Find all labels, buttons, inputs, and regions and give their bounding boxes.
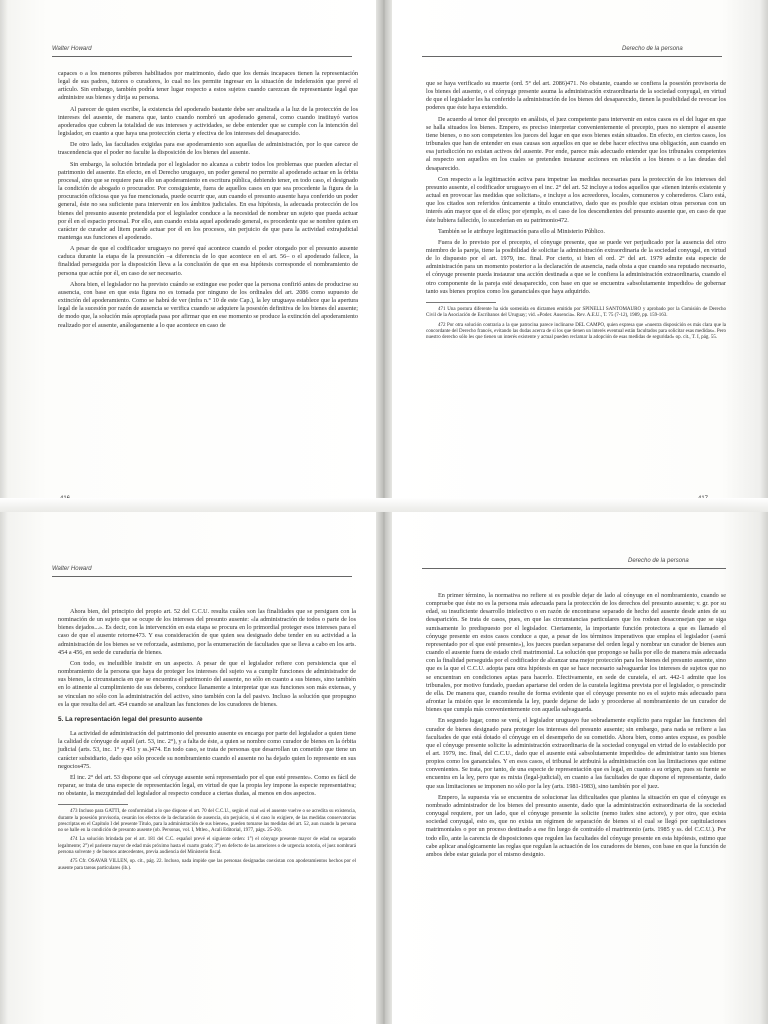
paragraph: En primer término, la normativa no refiere si es posible dejar de lado al cónyuge en el nombramiento, cuando se compruebe que éste no es la persona más adecuada para la protección de los derechos del presunto ausente; v. gr. por su edad, su insuficiente desarrollo intelectivo o en razón de encontrarse separado de hecho del ausente desde antes de su desaparición. Se trata de casos, pues, en que las circunstancias particulares que los rodean desaconsejan que se siga sumisamente lo predispuesto por el legislador. Ciertamente, la importante función protectora a que es llamado el cónyuge presente en estos casos conduce a que, a pesar de los términos imperativos que emplea el legislador («será representado por el que esté presente»), los jueces puedan separarse del orden legal y nombrar un curador de bienes aun cuando el ausente fuera de estado civil matrimonial. La solución que propongo se halla por ello de manera más adecuada con la finalidad perseguida por el codificador de alcanzar una mejor protección para los bienes del presunto ausente, sino que es la que el C.C.U. adopta para otra hipótesis en que se hace necesario salvaguardar los intereses de sujetos que no se encuentran en condiciones aptas para hacerlo. Efectivamente, en sede de curatela, el art. 442-1 admite que los tribunales, por motivo fundado, puedan apartarse del orden de la curatela legítima prevista por el legislador, o prescindir de ella. De manera que, cuando resulte de forma evidente que el cónyuge presente no es el sujeto más adecuado para afrontar la misión que le encomienda la ley, puede dejarse de lado y procederse al nombramiento de un curador de bienes que cumpla más convenientemente con aquella salvaguarda. [426,592,726,714]
paragraph: Sin embargo, la solución brindada por el legislador no alcanza a cubrir todos los problemas que pueden afectar el patrimonio del ausente. En efecto, en el Derecho uruguayo, un poder general no permite al apoderado actuar en la órbita procesal, sino que se requiere para ello un apoderamiento en escritura pública, debiendo tener, en todo caso, el designado la condición de abogado o procurador. Por consiguiente, fuera de aquellos casos en que sea procedente la figura de la procuración oficiosa que ya fue mencionada, puede ocurrir que, aun cuando el presunto ausente haya conferido un poder general, éste no sea suficiente para intervenir en los ámbitos judiciales. En esa hipótesis, la adecuada protección de los bienes del presunto ausente pretendida por el legislador conduce a la necesidad de nombrar un sujeto que pueda actuar por él en el espacio procesal. Por ello, aun cuando exista aquel apoderado general, es procedente que se nombre quien en carácter de curador ad litem puede actuar por él en los procesos, sin perjuicio de que para la actividad extrajudicial mantenga sus funciones el apoderado. [58,160,358,241]
paragraph: De otro lado, las facultades exigidas para ese apoderamiento son aquellas de administración, por lo que carece de trascendencia que el poder no faculte la disposición de los bienes del ausente. [58,141,358,157]
header-rule [422,568,726,569]
paragraph: Con todo, es ineludible insistir en un aspecto. A pesar de que el legislador refiere con persistencia que el nombramiento de la persona que haya de proteger los intereses del sujeto va a cumplir funciones de administrador de sus bienes, la circunstancia en que se encuentra el patrimonio del ausente, no sólo en cuanto a sus bienes, sino también en lo atinente al cumplimiento de sus deberes, conduce llanamente a interpretar que sus funciones son más extensas, y se vinculan no sólo con la administración del activo, sino también con la del pasivo. Incluso la solución que propugno es la que resulta del art. 454 cuando se analizan las funciones de los curadores de bienes. [58,659,356,708]
footnote-rule [58,804,128,805]
paragraph: Con respecto a la legitimación activa para impetrar las medidas necesarias para la protección de los intereses del presunto ausente, el codificador uruguayo en el inc. 2° del art. 52 incluye a todos aquellos que «tienen interés existente y actual en provocar las medidas que solicitan», e incluye a los acreedores, locales, comuneros y coherederos. Claro está, que los citados son referidos únicamente a título enunciativo, dado que es posible que existan otras personas con un interés aún mayor que el de ellos; por ejemplo, es el caso de los descendientes del presunto ausente que, en caso de que éste hubiera fallecido, lo sucederían en su patrimonio472. [426,175,726,224]
paragraph: La actividad de administración del patrimonio del presunto ausente es encarga por parte del legislador a quien tiene la calidad de cónyuge de aquél (art. 53, inc. 2°), y a falta de éste, a quien se nombre como curador de bienes en la órbita judicial (arts. 53, inc. 1° y 451 y ss.)474. En todo caso, se trata de personas que desarrollan un cometido que tiene un carácter subsidiario, dado que sólo procede su nombramiento cuando el ausente no ha dejado quien lo represente en sus negocios475. [58,730,356,770]
paragraph: que se haya verificado su muerte (ord. 5° del art. 2086)471. No obstante, cuando se confiera la posesión provisoria de los bienes del ausente, o el cónyuge presente asuma la administración extraordinaria de la sociedad conyugal, en virtud de que el legislador les ha conferido la administración de los bienes del desaparecido, tienen la posibilidad de revocar los poderes que éste haya extendido. [426,80,726,112]
paragraph: Ahora bien, el legislador no ha previsto cuándo se extingue ese poder que la persona confirió antes de producirse su ausencia, con base en que esta figura no es tomada por ninguno de los ordinales del art. 2086 como supuesto de extinción del apoderamiento. Como se habrá de ver (infra n.° 10 de este Cap.), la ley uruguaya establece que la apertura legal de la sucesión por razón de ausencia se verifica cuando se adquiere la posesión definitiva de los bienes del ausente; de modo que, la solución más apropiada pasa por afirmar que en ese momento se produce la extinción del apoderamiento realizado por el ausente, análogamente a lo que acontece en caso de [58,280,358,329]
footnote: 472 Por otra solución contraria a la que patrocina parece inclinarse DEL CAMPO, quien expresa que «nuestra disposición es más clara que la concordante del Derecho francés, evitando las dudas acerca de si los que tienen un interés eventual están facultados para solicitar esas medidas». Pero nuestro derecho sólo les que tienen un interés existente y actual pueden reclamar la adopción de esas medidas de seguridad» op. cit., T. I, pág. 55. [426,322,726,341]
header-rule [422,56,722,57]
footnote-rule [426,302,496,303]
page-right-417 [392,0,768,512]
book-gutter [376,512,392,1024]
page-body [426,592,726,862]
paragraph: Al parecer de quien escribe, la existencia del apoderado bastante debe ser analizada a la luz de la protección de los intereses del ausente, de manera que, tanto cuando nombró un apoderado general, como cuando instituyó varios apoderados que cubren la totalidad de sus intereses y actividades, se debe entender que se cumple con la intención del legislador, en cuanto a que haya una protección cierta y efectiva de los intereses del desaparecido. [58,105,358,138]
footnote: 471 Una postura diferente ha sido sostenida en dictamen emitido por SPINELLI SANTOMAURO y aprobado por la Comisión de Derecho Civil de la Asociación de Escribanos del Uruguay; vid. «Poder. Ausencia». Rev. A.E.U., T. 75 (7-12), 1989, pp. 159-163. [426,306,726,319]
paragraph: De acuerdo al tenor del precepto en análisis, el juez competente para intervenir en estos casos es el del lugar en que se halla situados los bienes. Empero, es preciso interpretar convenientemente el precepto, pues no siempre el ausente tiene bienes, o no son competentes los jueces del lugar en que esos bienes están situados. En efecto, en ciertos casos, los tribunales que han de entender en esas causas son aquellos en que se debe hacer efectiva una obligación, aun cuando en esa jurisdicción no existan activos del ausente. Por ende, parece más adecuado entender que los tribunales competentes al respecto son aquellos en los cuales se pretenden instaurar acciones en relación a los bienes o a las deudas del desaparecido. [426,115,726,172]
paragraph: Empero, la supuesta vía se encuentra de solucionar las dificultades que plantea la situación en que el cónyuge es nombrado administrador de los bienes del presunto ausente, dado que la administración extraordinaria de la sociedad conyugal requiere, por un lado, que el cónyuge presente la solicite (nemo iudex sine actore), y por otro, que exista sociedad conyugal, esto es, que no exista un régimen de separación de bienes si el cual se llegó por capitulaciones matrimoniales o por un proceso destinado a ese fin luego de contraído el matrimonio (arts. 1985 y ss. del C.C.U.). Por todo ello, ante la carencia de disposiciones que regulen las facultades del cónyuge presente en esta hipótesis, estimo que cabe aplicar analógicamente las reglas que regulan la actuación de los curadores de bienes, con base en que la función de ambos debe estar guiada por el mismo designio. [426,793,726,858]
paragraph: El inc. 2° del art. 53 dispone que «el cónyuge ausente será representado por el que esté presente». Como es fácil de reparar, se trata de una especie de representación legal, en virtud de que la propia ley impone la especie representativa; no obstante, la mezquindad del legislador al respecto conduce a ciertas dudas, al menos en dos aspectos. [58,773,356,798]
running-head: Walter Howard [52,46,92,52]
page-left-416 [0,0,376,512]
footnote: 473 Incluso para GATTI, de conformidad a lo que dispone el art. 70 del C.C.U., según el cual «si el ausente vuelve o se acredita su existencia, durante la posesión provisoria, cesarán los efectos de la declaración de ausencia, sin perjuicio, si el caso lo exigiere, de las medidas conservatorias prescriptas en el Capítulo I del presente Título, para la administración de sus bienes», pueden tomarse las medidas del art. 52, aun cuando la persona no se halle en la condición de presunto ausente (ob. Personas, vol. I, Mtleo., Acali Editorial, 1977, págs. 25-26). [58,809,356,834]
footnote: 474 La solución brindada por el art. 181 del C.C. español prevé el siguiente orden: 1°) el cónyuge presente mayor de edad no separado legalmente; 2°) el pariente mayor de edad más próximo hasta el cuarto grado; 3°) en defecto de las anteriores o de urgencia notoria, el juez nombrará persona solvente y de buenos antecedentes, previa audiencia del Ministerio fiscal. [58,837,356,856]
running-head: Derecho de la persona [628,558,689,564]
header-rule [52,576,352,577]
page-body [58,70,358,333]
paragraph: En segundo lugar, como se verá, el legislador uruguayo fue sobradamente explícito para regular las funciones del curador de bienes designado para proteger los intereses del presunto ausente; sin embargo, para nada se refiere a las facultades de que está dotado el cónyuge en el desempeño de su cometido. Ahora bien, como antes expuse, es posible que el cónyuge presente solicite la administración extraordinaria de la sociedad conyugal en virtud de lo establecido por el art. 1979, inc. final, del C.C.U., dado que el ausente está «absolutamente impedido» de administrar tanto sus bienes propios como los gananciales. Y en esos casos, el tribunal le atribuirá la administración con las limitaciones que estime convenientes. Se trata, por tanto, de una especie de representación que es legal, en cuanto a su origen, pues su fuente se encuentra en la ley, pero que es mixta (legal-judicial), en cuanto a las facultades de que dispone el representante, dado que sus limitaciones se imponen no sólo por la ley (arts. 1981-1983), sino también por el juez. [426,717,726,790]
section-heading: 5. La representación legal del presunto ausente [58,715,203,723]
page-left-bottom [0,512,376,1024]
page-body [58,608,356,875]
paragraph: A pesar de que el codificador uruguayo no prevé qué acontece cuando el poder otorgado por el presunto ausente caduca durante la etapa de la presunción –a diferencia de lo que acontece en el art. 56– o el apoderado fallece, la finalidad perseguida por la disposición lleva a la conclusión de que en esa hipótesis corresponde el nombramiento de persona que actúe por él, en caso de ser necesario. [58,245,358,277]
running-head: Walter Howard [52,566,92,572]
paragraph: También se le atribuye legitimación para ello al Ministerio Público. [438,227,605,235]
header-rule [52,56,352,57]
page-right-bottom [392,512,768,1024]
book-gutter [376,0,392,512]
footnote: 475 Cfr. OSAVAR VILLEN, op. cit., pág. 22. Incluso, nada impide que las personas designadas coexistan con apoderamientos hechos por el ausente para tareas particulares (ib.). [58,859,356,871]
book-spread-bottom [0,512,768,1024]
paragraph: Ahora bien, del principio del propio art. 52 del C.C.U. resulta cuáles son las finalidades que se persiguen con la nominación de un sujeto que se ocupe de los intereses del presunto ausente: «la administración de todos o parte de los bienes dejados...». Es decir, con la intervención en esta etapa se procura en lo primordial proteger esos intereses para el caso de que el ausente retorne473. Y esa consideración de que quien sea designado debe tender en su actividad a la administración de los bienes se ve reforzada, asimismo, por la enumeración de facultades que se lleva a cabo en los arts. 454 a 456, en sede de curaduría de bienes. [58,608,356,656]
paragraph: capaces o a los menores púberes habilitados por matrimonio, dado que los demás incapaces tienen la representación legal de sus padres, tutores o curadores, lo cual no les permite ingresar en la situación de indefensión que prevé el artículo. Sin embargo, también podría tener lugar respecto a estos sujetos cuando carezcan de representante legal que administre sus bienes y dirija su persona. [58,70,358,102]
paragraph: Fuera de lo previsto por el precepto, el cónyuge presente, que se puede ver perjudicado por la ausencia del otro miembro de la pareja, tiene la posibilidad de solicitar la administración extraordinaria de la sociedad conyugal, en virtud de lo dispuesto por el art. 1979, inc. final. Por cierto, si bien el ord. 2° del art. 1979 admite esta especie de administración para un momento posterior a la declaración de ausencia, nada obsta a que cuando sea reputado necesario, el cónyuge presente pueda instaurar una acción destinada a que se le confiera la administración extraordinaria, cuando el otro componente de la pareja esté desaparecido, con base en que se encuentra «absolutamente impedido» de gobernar tanto sus bienes propios como los gananciales que haya adquirido. [426,238,726,295]
running-head: Derecho de la persona [622,46,683,52]
page-body [426,80,726,344]
